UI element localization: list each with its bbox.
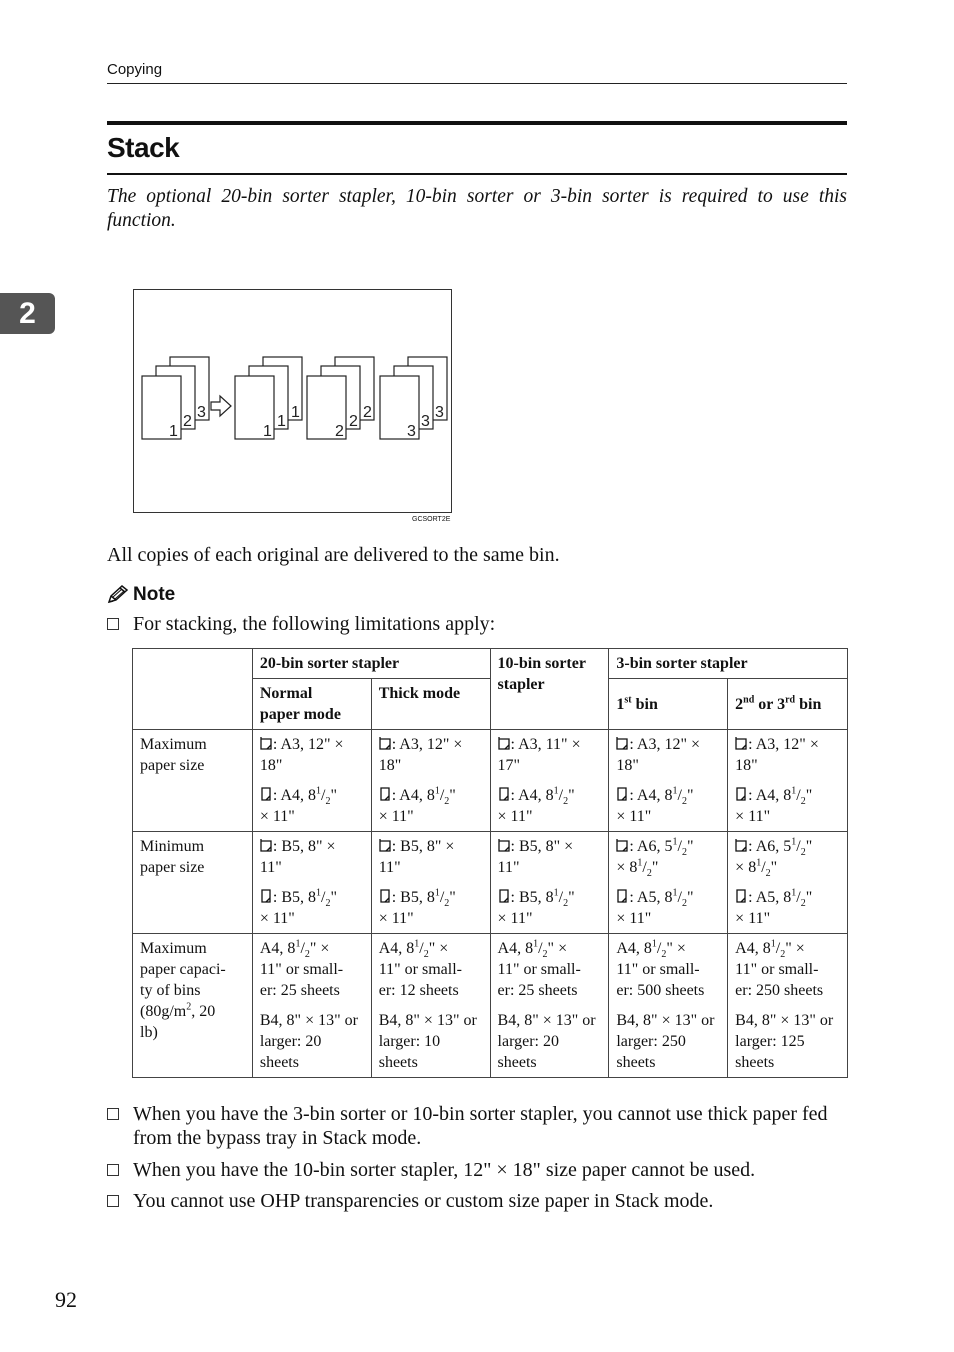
note-bullet-thick-paper xyxy=(107,1102,849,1150)
row-label-max-size xyxy=(133,730,253,832)
checkbox-bullet-icon xyxy=(107,1195,119,1207)
body-text: All copies of each original are delivered to the same bin. xyxy=(107,544,560,566)
subheader-normal xyxy=(252,679,371,730)
row-label-min-size xyxy=(133,832,253,934)
portrait-paper-icon xyxy=(379,787,391,801)
first-bin-num: 1 xyxy=(616,695,625,713)
note-bullet-ohp xyxy=(107,1189,849,1213)
min-size-second-third-bin: : A6, $5^1/_2$" × $8^1/_2$" : A5, $8^1/_2$" × 11" xyxy=(728,832,848,934)
subheader-second-third-bin xyxy=(728,679,848,730)
portrait-paper-icon xyxy=(260,787,272,801)
page-title: Stack xyxy=(107,132,180,163)
subheader-thick: Thick mode xyxy=(371,679,490,730)
subheader-normal-line2: paper mode xyxy=(259,706,341,723)
min-size-thick: : B5, 8" × 11" : B5, $8^1/_2$" × 11" xyxy=(371,832,490,934)
stack-illustration xyxy=(133,289,452,513)
pencil-icon xyxy=(107,585,129,605)
max-size-first-bin: : A3, 12" × 18" : A4, $8^1/_2$" × 11" xyxy=(609,730,728,832)
note-bullet-intro xyxy=(107,612,849,636)
first-bin-sup: st xyxy=(624,694,632,706)
header-divider xyxy=(107,83,847,84)
table-row-min-size xyxy=(133,832,848,934)
bin3-label-a: 3 xyxy=(435,404,444,421)
capacity-thick: A4, $8^1/_2$" × 11" or small- er: 12 sheets B4, 8" × 13" or larger: 10 sheets xyxy=(371,934,490,1078)
row-label-line: paper size xyxy=(140,757,205,774)
landscape-paper-icon xyxy=(260,838,272,852)
capacity-first-bin: A4, $8^1/_2$" × 11" or small- er: 500 sheets B4, 8" × 13" or larger: 250 sheets xyxy=(609,934,728,1078)
capacity-second-third-bin: A4, $8^1/_2$" × 11" or small- er: 250 sheets B4, 8" × 13" or larger: 125 sheets xyxy=(728,934,848,1078)
original-label-3: 3 xyxy=(197,404,206,421)
note-label: Note xyxy=(133,584,176,605)
row-label-line: Maximum xyxy=(140,736,207,753)
row-label-line: Minimum xyxy=(140,838,205,855)
max-size-10-bin: : A3, 11" × 17" : A4, $8^1/_2$" × 11" xyxy=(490,730,609,832)
portrait-paper-icon xyxy=(735,889,747,903)
third-num: 3 xyxy=(777,695,786,713)
landscape-paper-icon xyxy=(498,838,510,852)
original-label-2: 2 xyxy=(183,413,192,430)
table-row-capacity xyxy=(133,934,848,1078)
max-size-normal: : A3, 12" × 18" : A4, $8^1/_2$" × 11" xyxy=(252,730,371,832)
min-size-10-bin: : B5, 8" × 11" : B5, $8^1/_2$" × 11" xyxy=(490,832,609,934)
min-size-normal: : B5, 8" × 11" : B5, $8^1/_2$" × 11" xyxy=(252,832,371,934)
third-sup: rd xyxy=(785,694,796,706)
or-word: or xyxy=(758,695,774,713)
landscape-paper-icon xyxy=(735,838,747,852)
min-size-first-bin: : A6, $5^1/_2$" × $8^1/_2$" : A5, $8^1/_2$" × 11" xyxy=(609,832,728,934)
output-bin-3 xyxy=(380,357,447,440)
landscape-paper-icon xyxy=(498,736,510,750)
bullet-text: When you have the 3-bin sorter or 10-bin sorter stapler, you cannot use thick paper fed from the bypass tray in Stack mode. xyxy=(133,1103,828,1149)
bin2-label-b: 2 xyxy=(349,413,358,430)
output-bin-2 xyxy=(307,357,374,440)
portrait-paper-icon xyxy=(616,889,628,903)
checkbox-bullet-icon xyxy=(107,1164,119,1176)
note-bullet-paper-size xyxy=(107,1158,849,1182)
bin2-label-c: 2 xyxy=(335,423,344,440)
checkbox-bullet-icon xyxy=(107,618,119,630)
title-top-rule xyxy=(107,121,847,125)
portrait-paper-icon xyxy=(735,787,747,801)
bin2-label-a: 2 xyxy=(363,404,372,421)
portrait-paper-icon xyxy=(498,889,510,903)
bullet-text: When you have the 10-bin sorter stapler, 12" × 18" size paper cannot be used. xyxy=(133,1159,756,1181)
row-label-line: paper size xyxy=(140,859,205,876)
bin3-label-b: 3 xyxy=(421,413,430,430)
landscape-paper-icon xyxy=(379,736,391,750)
portrait-paper-icon xyxy=(498,787,510,801)
figure-code: GCSORT2E xyxy=(412,516,451,523)
second-num: 2 xyxy=(735,695,744,713)
bin1-label-c: 1 xyxy=(263,423,272,440)
page-number: 92 xyxy=(55,1287,77,1312)
header-10-bin xyxy=(490,649,609,730)
arrow-right-outline-icon xyxy=(211,396,231,416)
bin1-label-b: 1 xyxy=(277,413,286,430)
header-10-bin-line1: 10-bin sorter xyxy=(497,655,586,672)
header-10-bin-line2: stapler xyxy=(497,676,545,693)
landscape-paper-icon xyxy=(379,838,391,852)
subheader-first-bin xyxy=(609,679,728,730)
running-header: Copying xyxy=(107,61,163,78)
max-size-thick: : A3, 12" × 18" : A4, $8^1/_2$" × 11" xyxy=(371,730,490,832)
max-size-second-third-bin: : A3, 12" × 18" : A4, $8^1/_2$" × 11" xyxy=(728,730,848,832)
intro-paragraph: The optional 20-bin sorter stapler, 10-bin sorter or 3-bin sorter is required to use this function. xyxy=(107,186,847,231)
bin3-label-c: 3 xyxy=(407,423,416,440)
stack-limitations-table xyxy=(132,648,848,1078)
note-heading xyxy=(107,584,175,606)
subheader-normal-line1: Normal xyxy=(259,685,313,702)
output-bin-1 xyxy=(235,357,302,440)
header-3-bin: 3-bin sorter stapler xyxy=(609,649,848,679)
bullet-text: For stacking, the following limitations apply: xyxy=(133,613,496,635)
second-sup: nd xyxy=(743,694,755,706)
checkbox-bullet-icon xyxy=(107,1108,119,1120)
chapter-tab: 2 xyxy=(0,293,55,334)
bin1-label-a: 1 xyxy=(291,404,300,421)
table-row-max-size xyxy=(133,730,848,832)
second-bin-word: bin xyxy=(799,695,822,713)
original-label-1: 1 xyxy=(169,423,178,440)
portrait-paper-icon xyxy=(379,889,391,903)
capacity-normal: A4, $8^1/_2$" × 11" or small- er: 25 sheets B4, 8" × 13" or larger: 20 sheets xyxy=(252,934,371,1078)
portrait-paper-icon xyxy=(616,787,628,801)
portrait-paper-icon xyxy=(260,889,272,903)
landscape-paper-icon xyxy=(260,736,272,750)
capacity-10-bin: A4, $8^1/_2$" × 11" or small- er: 25 sheets B4, 8" × 13" or larger: 20 sheets xyxy=(490,934,609,1078)
title-bottom-rule xyxy=(107,173,847,175)
landscape-paper-icon xyxy=(616,838,628,852)
row-label-capacity: Maximum paper capaci- ty of bins ($80g/m^2$, 20 lb) xyxy=(133,934,253,1078)
header-20-bin: 20-bin sorter stapler xyxy=(252,649,490,679)
table-corner-cell xyxy=(133,649,253,730)
bullet-text: You cannot use OHP transparencies or custom size paper in Stack mode. xyxy=(133,1190,714,1212)
landscape-paper-icon xyxy=(616,736,628,750)
original-stack xyxy=(142,357,209,440)
first-bin-word: bin xyxy=(635,695,658,713)
landscape-paper-icon xyxy=(735,736,747,750)
